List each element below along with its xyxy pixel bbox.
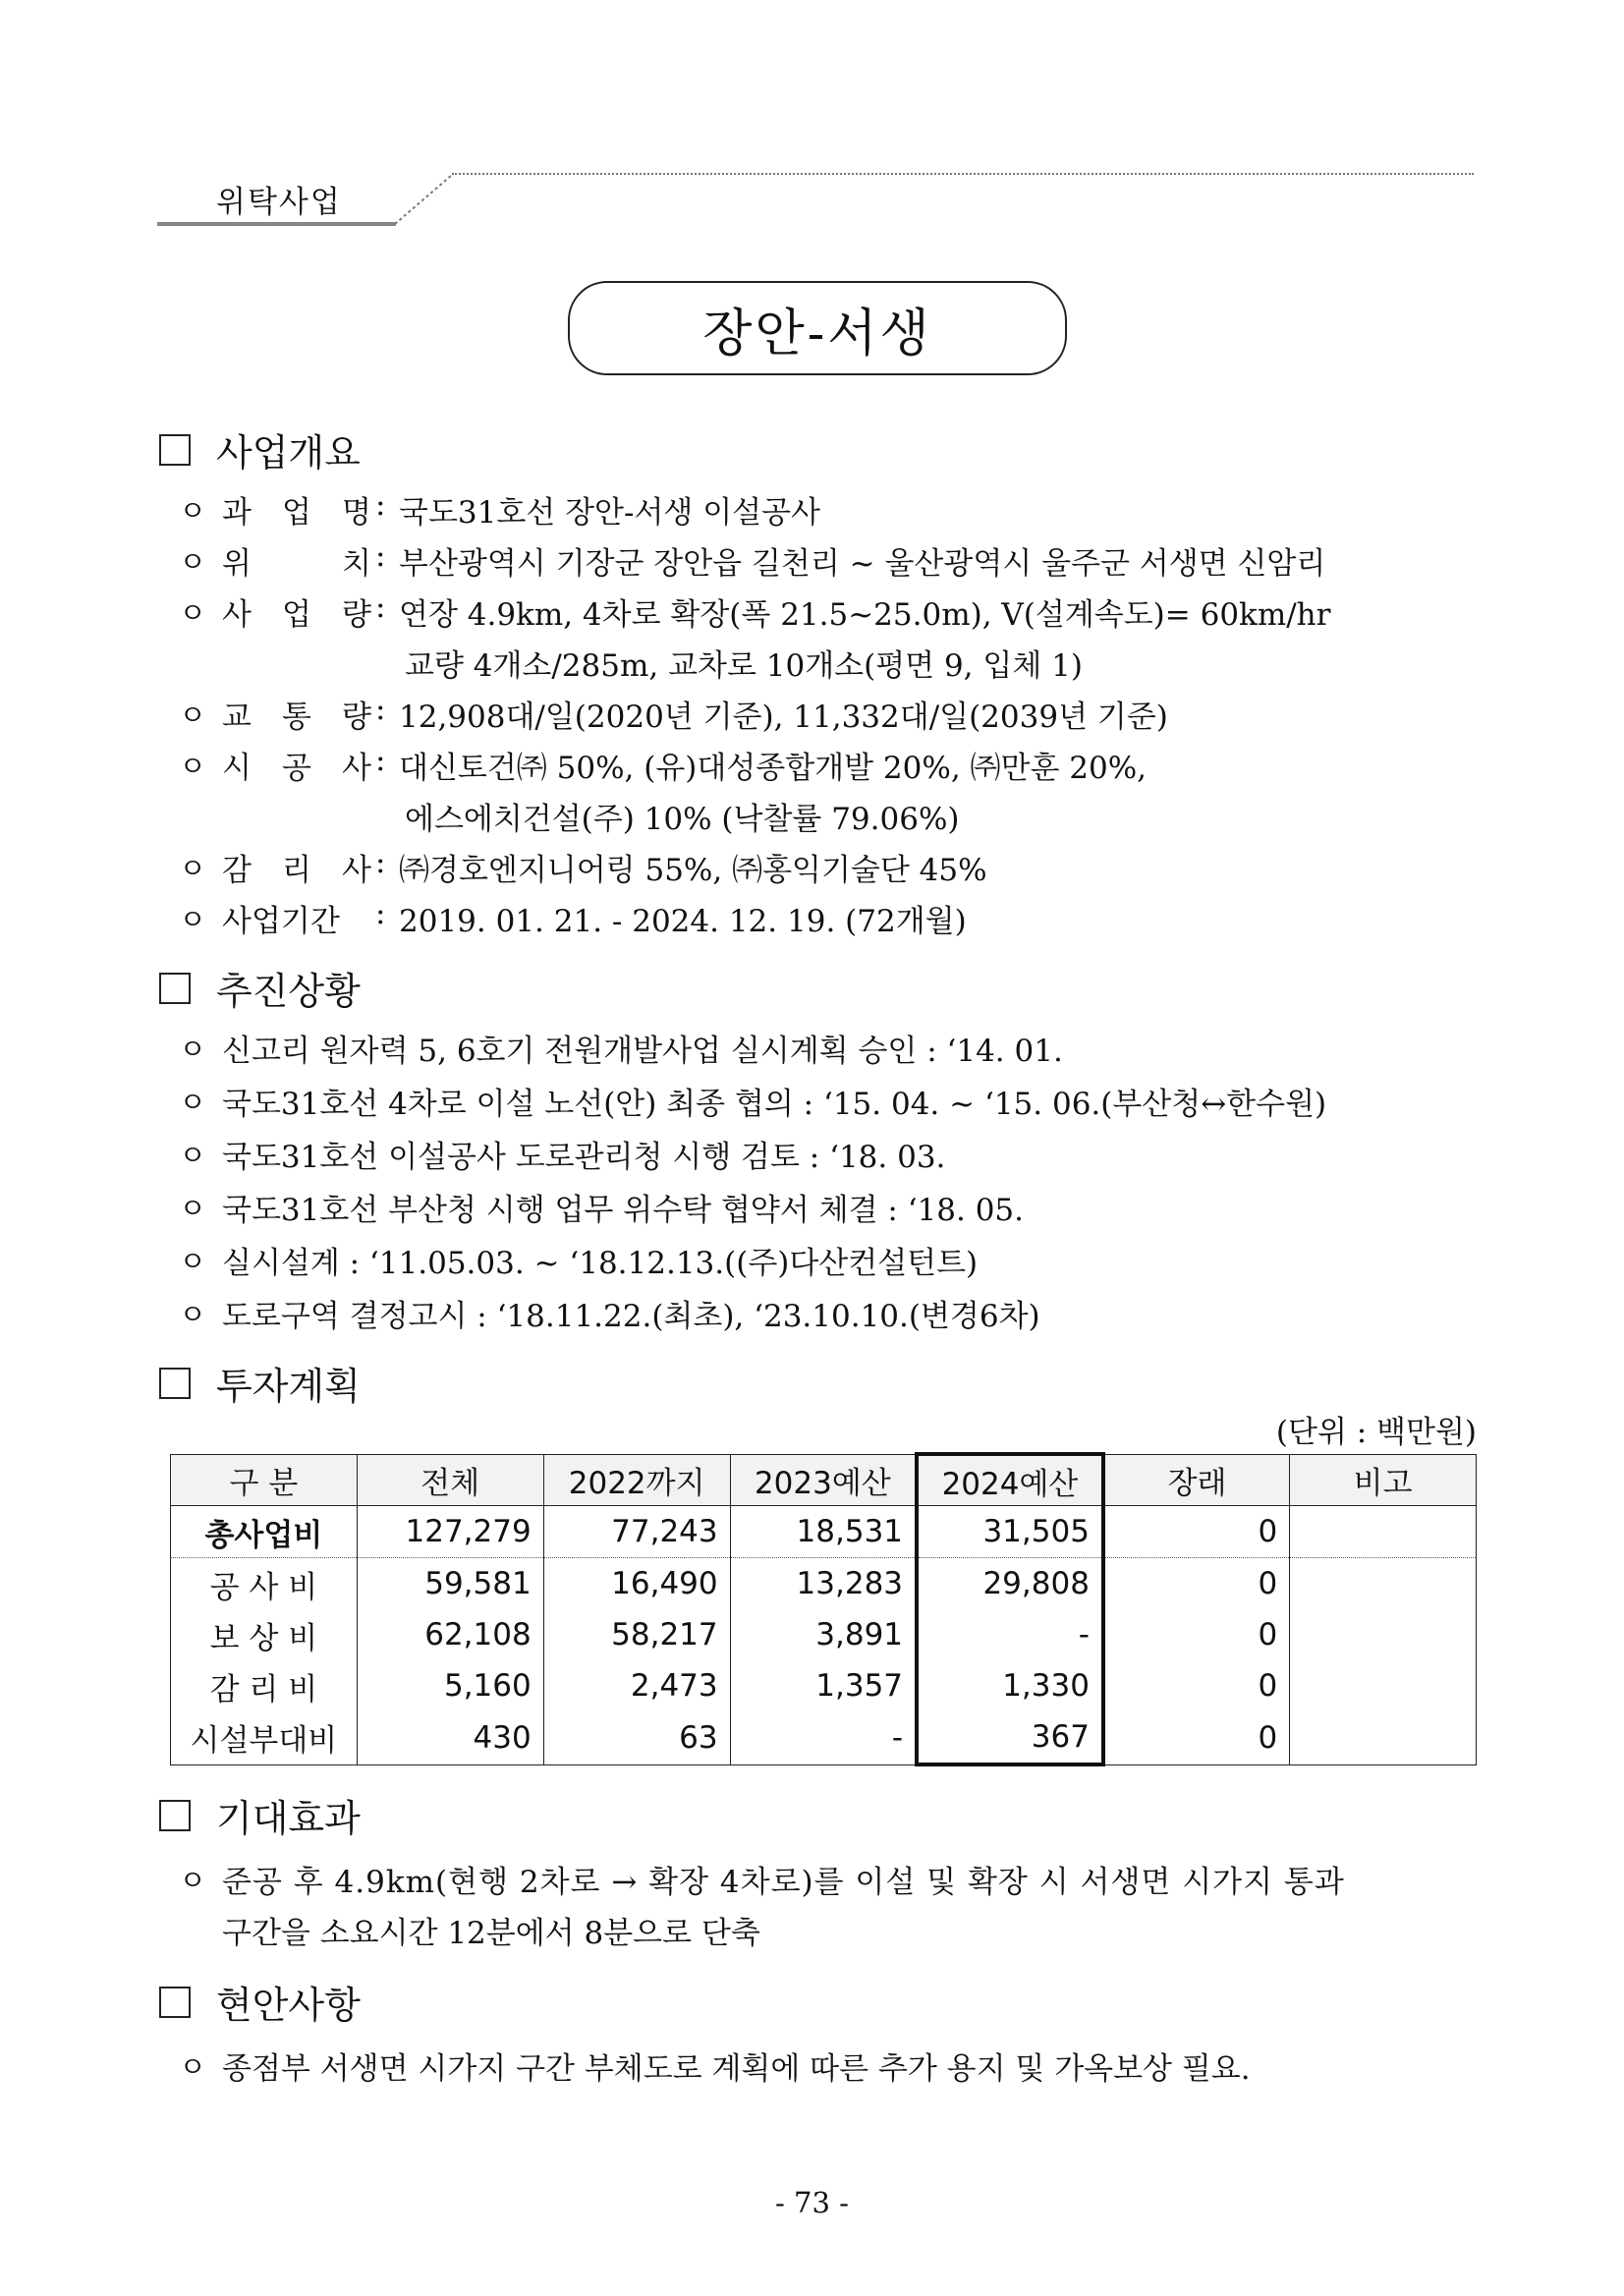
investment-table <box>170 1452 1477 1766</box>
table-cell: 0 <box>1103 1711 1290 1764</box>
table-cell: 430 <box>357 1711 543 1764</box>
row-value: 12,908대/일(2020년 기준), 11,332대/일(2039년 기준) <box>399 700 1168 735</box>
table-cell: 0 <box>1103 1506 1290 1558</box>
issue-item: 종점부 서생면 시가지 구간 부체도로 계획에 따른 추가 용지 및 가옥보상 필요. <box>222 2051 1251 2087</box>
table-cell: 시설부대비 <box>171 1711 358 1764</box>
bullet-icon: ㅇ <box>179 852 207 885</box>
section-effect <box>159 1788 361 1842</box>
table-cell: 1,357 <box>730 1660 917 1711</box>
table-cell: 127,279 <box>357 1506 543 1558</box>
table-cell <box>1290 1506 1477 1558</box>
table-cell: 18,531 <box>730 1506 917 1558</box>
section-progress <box>159 961 361 1015</box>
colon: : <box>375 538 386 574</box>
table-cell <box>1290 1711 1477 1764</box>
effect-text-line2: 구간을 소요시간 12분에서 8분으로 단축 <box>222 1916 760 1951</box>
colon: : <box>375 487 386 523</box>
table-cell: 77,243 <box>543 1506 730 1558</box>
table-cell: 0 <box>1103 1558 1290 1610</box>
colon: : <box>375 845 386 880</box>
table-cell: 5,160 <box>357 1660 543 1711</box>
row-value: 부산광역시 기장군 장안읍 길천리 ~ 울산광역시 울주군 서생면 신암리 <box>399 546 1326 582</box>
column-header: 장래 <box>1103 1454 1290 1506</box>
table-cell: 13,283 <box>730 1558 917 1610</box>
header-rule <box>157 222 396 226</box>
bullet-icon: ㅇ <box>179 596 207 630</box>
table-cell: 58,217 <box>543 1609 730 1660</box>
table-cell: 367 <box>917 1711 1103 1764</box>
section-issues <box>159 1975 361 2029</box>
row-value: 2019. 01. 21. - 2024. 12. 19. (72개월) <box>399 904 967 939</box>
checkbox-square-icon <box>159 973 191 1004</box>
table-cell: 63 <box>543 1711 730 1764</box>
bullet-icon: ㅇ <box>179 1192 207 1225</box>
row-label: 위 치 <box>222 546 371 582</box>
colon: : <box>375 692 386 727</box>
table-cell: 3,891 <box>730 1609 917 1660</box>
progress-item: 신고리 원자력 5, 6호기 전원개발사업 실시계획 승인 : ‘14. 01. <box>222 1034 1063 1069</box>
row-label: 감 리 사 <box>222 853 371 888</box>
bullet-icon: ㅇ <box>179 2050 207 2084</box>
table-cell <box>1290 1660 1477 1711</box>
bullet-icon: ㅇ <box>179 494 207 528</box>
checkbox-square-icon <box>159 1368 191 1399</box>
section-overview <box>159 422 361 476</box>
bullet-icon: ㅇ <box>179 750 207 783</box>
section-heading: 현안사항 <box>216 1984 361 2027</box>
row-label: 교 통 량 <box>222 700 371 735</box>
table-header-row <box>171 1454 1477 1506</box>
header-slant-line <box>393 173 454 228</box>
section-heading: 투자계획 <box>216 1365 361 1408</box>
row-label: 사업기간 <box>222 904 340 939</box>
bullet-icon: ㅇ <box>179 903 207 936</box>
progress-item: 도로구역 결정고시 : ‘18.11.22.(최초), ‘23.10.10.(변경6차) <box>222 1299 1040 1334</box>
progress-item: 국도31호선 4차로 이설 노선(안) 최종 협의 : ‘15. 04. ~ ‘15. 06.(부산청↔한수원) <box>222 1087 1327 1122</box>
column-header: 2023예산 <box>730 1454 917 1506</box>
table-cell: 2,473 <box>543 1660 730 1711</box>
table-cell: 16,490 <box>543 1558 730 1610</box>
table-cell: - <box>917 1609 1103 1660</box>
colon: : <box>375 896 386 931</box>
colon: : <box>375 743 386 778</box>
row-label: 과 업 명 <box>222 495 371 531</box>
bullet-icon: ㅇ <box>179 1033 207 1066</box>
table-cell: 31,505 <box>917 1506 1103 1558</box>
table-row <box>171 1506 1477 1558</box>
row-label: 사 업 량 <box>222 597 371 633</box>
header-label: 위탁사업 <box>216 185 342 220</box>
header-dotted-rule <box>452 173 1474 175</box>
table-cell: 29,808 <box>917 1558 1103 1610</box>
bullet-icon: ㅇ <box>179 1245 207 1278</box>
bullet-icon: ㅇ <box>179 545 207 579</box>
bullet-icon: ㅇ <box>179 699 207 732</box>
table-cell <box>1290 1558 1477 1610</box>
column-header-highlighted: 2024예산 <box>917 1454 1103 1506</box>
table-cell: 62,108 <box>357 1609 543 1660</box>
section-heading: 사업개요 <box>216 431 361 475</box>
section-heading: 추진상황 <box>216 970 361 1013</box>
bullet-icon: ㅇ <box>179 1298 207 1331</box>
column-header: 구 분 <box>171 1454 358 1506</box>
progress-item: 실시설계 : ‘11.05.03. ~ ‘18.12.13.((주)다산컨설턴트) <box>222 1246 979 1281</box>
section-heading: 기대효과 <box>216 1797 361 1840</box>
column-header: 비고 <box>1290 1454 1477 1506</box>
row-value-continued: 에스에치건설(주) 10% (낙찰률 79.06%) <box>405 802 960 837</box>
progress-item: 국도31호선 부산청 시행 업무 위수탁 협약서 체결 : ‘18. 05. <box>222 1193 1025 1228</box>
table-cell: 총사업비 <box>171 1506 358 1558</box>
row-value: ㈜경호엔지니어링 55%, ㈜홍익기술단 45% <box>399 853 987 888</box>
table-cell: - <box>730 1711 917 1764</box>
table-cell: 0 <box>1103 1609 1290 1660</box>
checkbox-square-icon <box>159 1987 191 2018</box>
table-unit: (단위 : 백만원) <box>1275 1415 1477 1450</box>
table-row <box>171 1609 1477 1660</box>
row-value-continued: 교량 4개소/285m, 교차로 10개소(평면 9, 입체 1) <box>405 648 1083 684</box>
table-row <box>171 1711 1477 1764</box>
section-investment <box>159 1356 361 1410</box>
table-row <box>171 1660 1477 1711</box>
row-label: 시 공 사 <box>222 751 371 786</box>
bullet-icon: ㅇ <box>179 1139 207 1172</box>
table-cell: 0 <box>1103 1660 1290 1711</box>
bullet-icon: ㅇ <box>179 1086 207 1119</box>
row-value: 국도31호선 장안-서생 이설공사 <box>399 495 820 531</box>
table-cell: 1,330 <box>917 1660 1103 1711</box>
colon: : <box>375 589 386 625</box>
bullet-icon: ㅇ <box>179 1864 207 1897</box>
effect-text-line1: 준공 후 4.9km(현행 2차로 → 확장 4차로)를 이설 및 확장 시 서생면 시가지 통과 <box>222 1865 1345 1900</box>
checkbox-square-icon <box>159 434 191 466</box>
row-value: 연장 4.9km, 4차로 확장(폭 21.5~25.0m), V(설계속도)= 60km/hr <box>399 597 1331 633</box>
column-header: 2022까지 <box>543 1454 730 1506</box>
table-cell: 공 사 비 <box>171 1558 358 1610</box>
page-title: 장안-서생 <box>568 281 1067 375</box>
progress-item: 국도31호선 이설공사 도로관리청 시행 검토 : ‘18. 03. <box>222 1140 946 1175</box>
page-number: - 73 - <box>775 2186 849 2219</box>
table-cell <box>1290 1609 1477 1660</box>
row-value: 대신토건㈜ 50%, (유)대성종합개발 20%, ㈜만훈 20%, <box>399 751 1148 786</box>
table-row <box>171 1558 1477 1610</box>
column-header: 전체 <box>357 1454 543 1506</box>
table-cell: 보 상 비 <box>171 1609 358 1660</box>
table-cell: 감 리 비 <box>171 1660 358 1711</box>
checkbox-square-icon <box>159 1800 191 1831</box>
table-cell: 59,581 <box>357 1558 543 1610</box>
